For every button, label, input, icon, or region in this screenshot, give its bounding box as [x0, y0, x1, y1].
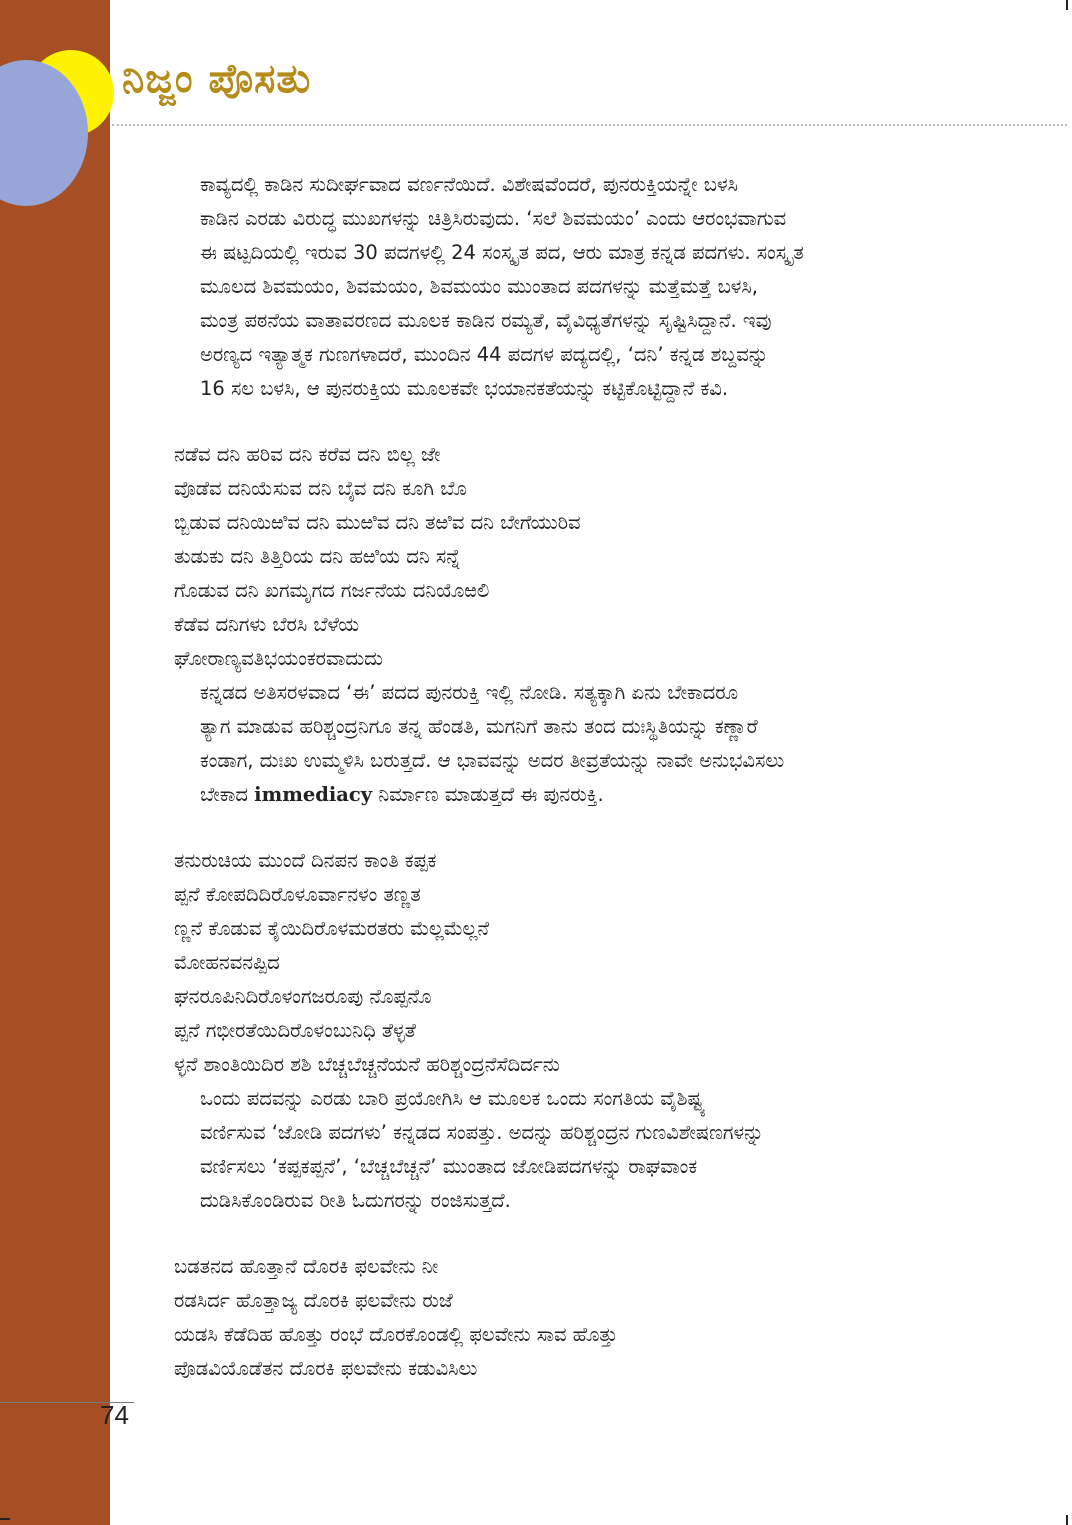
text-line [174, 778, 948, 812]
verse-line: ನಡೆವ ದನಿ ಹರಿವ ದನಿ ಕರೆವ ದನಿ ಬಿಲ್ಲ ಜೇ [174, 443, 441, 466]
text-line: ಕಾವ್ಯದಲ್ಲಿ ಕಾಡಿನ ಸುದೀರ್ಘವಾದ ವರ್ಣನೆಯಿದೆ. ವಿಶೇಷವೆಂದರೆ, ಪುನರುಕ್ತಿಯನ್ನೇ ಬಳಸಿ [200, 173, 738, 196]
verse-line: ತನುರುಚಿಯ ಮುಂದೆ ದಿನಪನ ಕಾಂತಿ ಕಪ್ಪಕ [174, 849, 437, 872]
left-margin-strip [0, 0, 110, 1525]
verse-line: ರಡಸಿರ್ದ ಹೊತ್ತಾಜ್ಯ ದೊರಕಿ ಫಲವೇನು ರುಜೆ [174, 1289, 453, 1312]
spacer [174, 406, 948, 438]
spacer [174, 1218, 948, 1250]
verse-1 [174, 438, 948, 676]
page-title: ನಿಜ್ಜಂ ಪೊಸತು [122, 56, 312, 102]
verse-line: ವೊಡೆವ ದನಿಯೆಸುವ ದನಿ ಬೈವ ದನಿ ಕೂಗಿ ಬೊ [174, 477, 467, 500]
verse-3 [174, 1250, 948, 1386]
verse-line: ಪ್ಪನೆ ಕೋಪದಿದಿರೊಳೂರ್ವಾನಳಂ ತಣ್ಣತ [174, 883, 421, 906]
verse-line: ತುಡುಕು ದನಿ ತಿತ್ತಿರಿಯ ದನಿ ಹಱಿಯ ದನಿ ಸನ್ನೆ [174, 545, 461, 568]
text-line: ಕಂಡಾಗ, ದುಃಖ ಉಮ್ಮಳಿಸಿ ಬರುತ್ತದೆ. ಆ ಭಾವವನ್ನು ಅದರ ತೀವ್ರತೆಯನ್ನು ನಾವೇ ಅನುಭವಿಸಲು [200, 749, 785, 772]
text-segment: ಬೇಕಾದ [200, 783, 255, 806]
text-line: ಅರಣ್ಯದ ಇತ್ಯಾತ್ಮಕ ಗುಣಗಳಾದರೆ, ಮುಂದಿನ 44 ಪದಗಳ ಪದ್ಯದಲ್ಲಿ, ‘ದನಿ’ ಕನ್ನಡ ಶಬ್ದವನ್ನು [200, 343, 769, 366]
paragraph-1 [174, 168, 948, 406]
text-line: 16 ಸಲ ಬಳಸಿ, ಆ ಪುನರುಕ್ತಿಯ ಮೂಲಕವೇ ಭಯಾನಕತೆಯನ್ನು ಕಟ್ಟಿಕೊಟ್ಟಿದ್ದಾನೆ ಕವಿ. [200, 377, 729, 400]
english-term: immediacy [254, 783, 373, 806]
paragraph-2 [174, 676, 948, 812]
verse-line: ಗೊಡುವ ದನಿ ಖಗಮೃಗದ ಗರ್ಜನೆಯ ದನಿಯೊಱಲಿ [174, 579, 490, 602]
verse-line: ಘನರೂಪಿನಿದಿರೊಳಂಗಜರೂಪು ನೊಪ್ಪನೊ [174, 985, 432, 1008]
verse-line: ಬ್ಬಿಡುವ ದನಿಯಿಱಿವ ದನಿ ಮುಱಿವ ದನಿ ತಱಿವ ದನಿ ಬೇಗೆಯುರಿವ [174, 511, 581, 534]
text-line: ವರ್ಣಿಸುವ ‘ಜೋಡಿ ಪದಗಳು’ ಕನ್ನಡದ ಸಂಪತ್ತು. ಅದನ್ನು ಹರಿಶ್ಚಂದ್ರನ ಗುಣವಿಶೇಷಣಗಳನ್ನು [200, 1121, 764, 1144]
text-line: ಕಾಡಿನ ಎರಡು ವಿರುದ್ಧ ಮುಖಗಳನ್ನು ಚಿತ್ರಿಸಿರುವುದು. ‘ಸಲೆ ಶಿವಮಯಂ’ ಎಂದು ಆರಂಭವಾಗುವ [200, 207, 787, 230]
paragraph-3 [174, 1082, 948, 1218]
crop-mark [0, 1518, 10, 1520]
text-line: ದುಡಿಸಿಕೊಂಡಿರುವ ರೀತಿ ಓದುಗರನ್ನು ರಂಜಿಸುತ್ತದೆ. [200, 1189, 511, 1212]
text-line: ಒಂದು ಪದವನ್ನು ಎರಡು ಬಾರಿ ಪ್ರಯೋಗಿಸಿ ಆ ಮೂಲಕ ಒಂದು ಸಂಗತಿಯ ವೈಶಿಷ್ಟ್ಯ [200, 1087, 706, 1110]
verse-2 [174, 844, 948, 1082]
verse-line: ಮೋಹನವನಪ್ಪಿದ [174, 951, 280, 974]
text-line: ತ್ಯಾಗ ಮಾಡುವ ಹರಿಶ್ಚಂದ್ರನಿಗೂ ತನ್ನ ಹೆಂಡತಿ, ಮಗನಿಗೆ ತಾನು ತಂದ ದುಃಸ್ಥಿತಿಯನ್ನು ಕಣ್ಣಾರೆ [200, 715, 758, 738]
text-line: ಈ ಷಟ್ಪದಿಯಲ್ಲಿ ಇರುವ 30 ಪದಗಳಲ್ಲಿ 24 ಸಂಸ್ಕೃತ ಪದ, ಆರು ಮಾತ್ರ ಕನ್ನಡ ಪದಗಳು. ಸಂಸ್ಕೃತ [200, 241, 804, 264]
verse-line: ಘೋರಾಣ್ಯವತಿಭಯಂಕರವಾದುದು [174, 647, 383, 670]
verse-line: ಬಡತನದ ಹೊತ್ತಾನೆ ದೊರಕಿ ಫಲವೇನು ನೀ [174, 1255, 439, 1278]
text-line: ಮಂತ್ರ ಪಠನೆಯ ವಾತಾವರಣದ ಮೂಲಕ ಕಾಡಿನ ರಮ್ಯತೆ, ವೈವಿಧ್ಯತೆಗಳನ್ನು ಸೃಷ್ಟಿಸಿದ್ದಾನೆ. ಇವು [200, 309, 772, 332]
verse-line: ಕೆಡೆವ ದನಿಗಳು ಬೆರಸಿ ಬೆಳೆಯ [174, 613, 360, 636]
page-number: 74 [100, 1400, 129, 1430]
crop-mark [1066, 0, 1068, 10]
text-segment: ನಿರ್ಮಾಣ ಮಾಡುತ್ತದೆ ಈ ಪುನರುಕ್ತಿ. [372, 783, 604, 806]
page-content [174, 168, 948, 1386]
crop-mark [1066, 1515, 1068, 1525]
verse-line: ಪೊಡವಿಯೊಡೆತನ ದೊರಕಿ ಫಲವೇನು ಕಡುವಿಸಿಲು [174, 1357, 478, 1380]
spacer [174, 812, 948, 844]
verse-line: ಳ್ಳನೆ ಶಾಂತಿಯಿದಿರ ಶಶಿ ಬೆಚ್ಚಬೆಚ್ಚನೆಯನೆ ಹರಿಶ್ಚಂದ್ರನೆಸೆದಿರ್ದನು [174, 1053, 560, 1076]
title-dotted-rule [112, 124, 1067, 126]
verse-line: ಪ್ಪನೆ ಗಭೀರತೆಯಿದಿರೊಳಂಬುನಿಧಿ ತೆಳ್ಳತೆ [174, 1019, 416, 1042]
verse-line: ಣ್ಣನೆ ಕೊಡುವ ಕೈಯಿದಿರೊಳಮರತರು ಮೆಲ್ಲಮೆಲ್ಲನೆ [174, 917, 490, 940]
text-line: ಕನ್ನಡದ ಅತಿಸರಳವಾದ ‘ಈ’ ಪದದ ಪುನರುಕ್ತಿ ಇಲ್ಲಿ ನೋಡಿ. ಸತ್ಯಕ್ಕಾಗಿ ಏನು ಬೇಕಾದರೂ [200, 681, 739, 704]
verse-line: ಯಡಸಿ ಕೆಡೆದಿಹ ಹೊತ್ತು ರಂಭೆ ದೊರಕೊಂಡಲ್ಲಿ ಫಲವೇನು ಸಾವ ಹೊತ್ತು [174, 1323, 618, 1346]
text-line: ವರ್ಣಿಸಲು ‘ಕಪ್ಪಕಪ್ಪನೆ’, ‘ಬೆಚ್ಚಬೆಚ್ಚನೆ’ ಮುಂತಾದ ಜೋಡಿಪದಗಳನ್ನು ರಾಘವಾಂಕ [200, 1155, 698, 1178]
text-line: ಮೂಲದ ಶಿವಮಯಂ, ಶಿವಮಯಂ, ಶಿವಮಯಂ ಮುಂತಾದ ಪದಗಳನ್ನು ಮತ್ತೆಮತ್ತೆ ಬಳಸಿ, [200, 275, 758, 298]
